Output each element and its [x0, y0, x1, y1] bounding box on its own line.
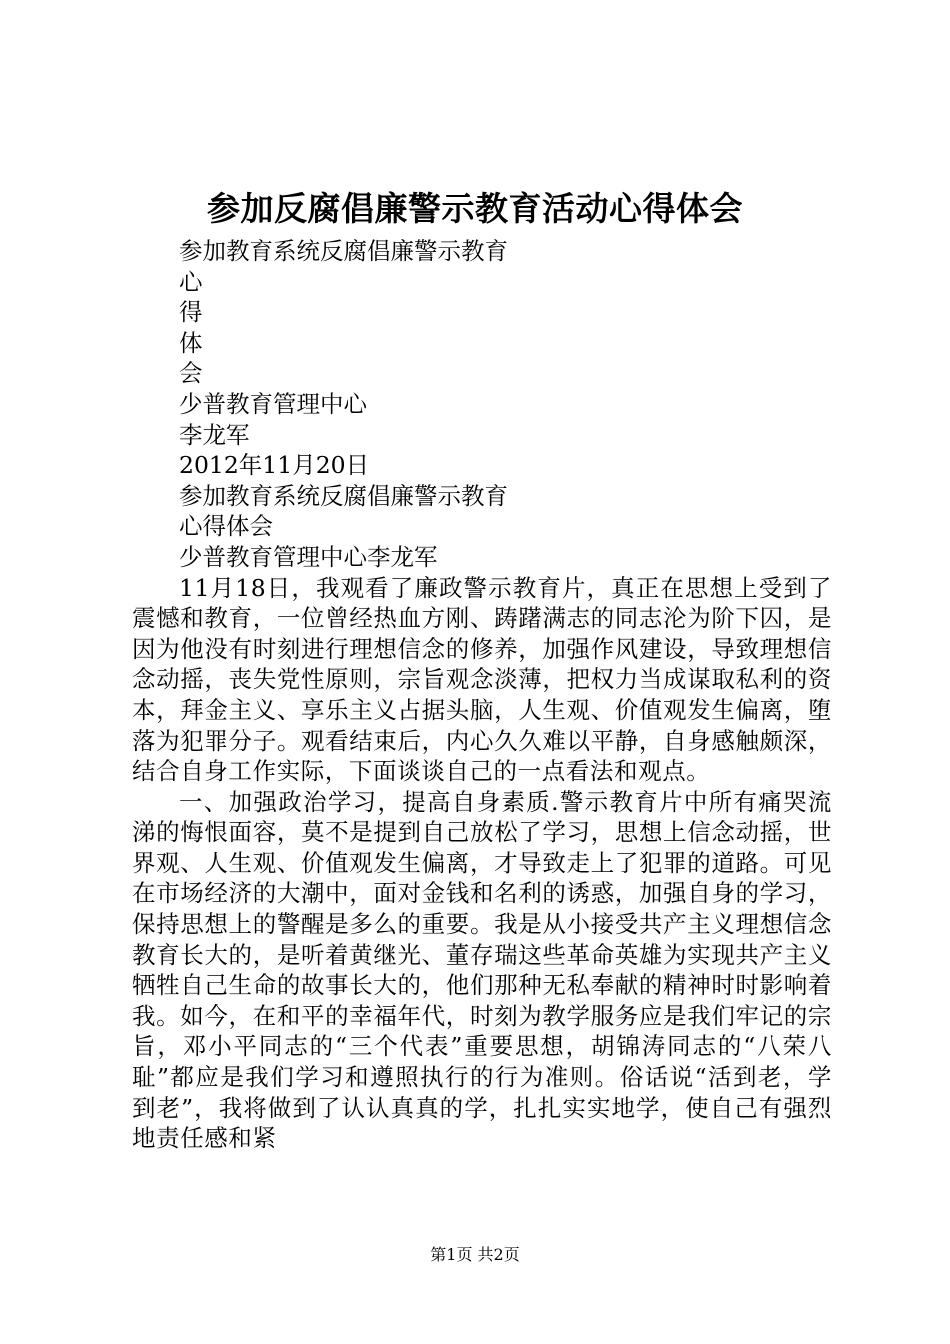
- header-line: 会: [179, 359, 203, 388]
- header-line: 心: [179, 267, 203, 296]
- header-line: 少普教育管理中心李龙军: [179, 542, 438, 571]
- body-paragraph: 11月18日，我观看了廉政警示教育片，真正在思想上受到了震憾和教育，一位曾经热血方刚、踌躇满志的同志沦为阶下囚，是因为他没有时刻进行理想信念的修养，加强作风建设，导致理想信念动摇，丧失党性原则，宗旨观念淡薄，把权力当成谋取私利的资本，拜金主义、享乐主义占据头脑，人生观、价值观发生偏离，堕落为犯罪分子。观看结束后，内心久久难以平静，自身感触颇深，结合自身工作实际，下面谈谈自己的一点看法和观点。: [132, 573, 832, 786]
- header-line: 得: [179, 298, 203, 327]
- document-body: [132, 236, 832, 1154]
- header-line: 心得体会: [179, 512, 273, 541]
- header-line: 参加教育系统反腐倡廉警示教育: [179, 237, 508, 265]
- page-footer: 第1页 共2页: [430, 1245, 520, 1264]
- header-line: 体: [179, 328, 203, 357]
- header-line: 参加教育系统反腐倡廉警示教育: [179, 481, 508, 510]
- document-title: 参加反腐倡廉警示教育活动心得体会: [207, 189, 743, 228]
- header-line: 李龙军: [179, 420, 250, 449]
- header-line: 少普教育管理中心: [179, 389, 367, 418]
- date-line: 2012年11月20日: [179, 451, 370, 480]
- body-paragraph: 一、加强政治学习，提高自身素质.警示教育片中所有痛哭流涕的悔恨面容，莫不是提到自己放松了学习，思想上信念动摇，世界观、人生观、价值观发生偏离，才导致走上了犯罪的道路。可见在市场经济的大潮中，面对金钱和名利的诱惑，加强自身的学习，保持思想上的警醒是多么的重要。我是从小接受共产主义理想信念教育长大的，是听着黄继光、董存瑞这些革命英雄为实现共产主义牺牲自己生命的故事长大的，他们那种无私奉献的精神时时影响着我。如今，在和平的幸福年代，时刻为教学服务应是我们牢记的宗旨，邓小平同志的“三个代表”重要思想，胡锦涛同志的“八荣八耻”都应是我们学习和遵照执行的行为准则。俗话说“活到老，学到老”，我将做到了认认真真的学，扎扎实实地学，使自己有强烈地责任感和紧: [132, 787, 832, 1153]
